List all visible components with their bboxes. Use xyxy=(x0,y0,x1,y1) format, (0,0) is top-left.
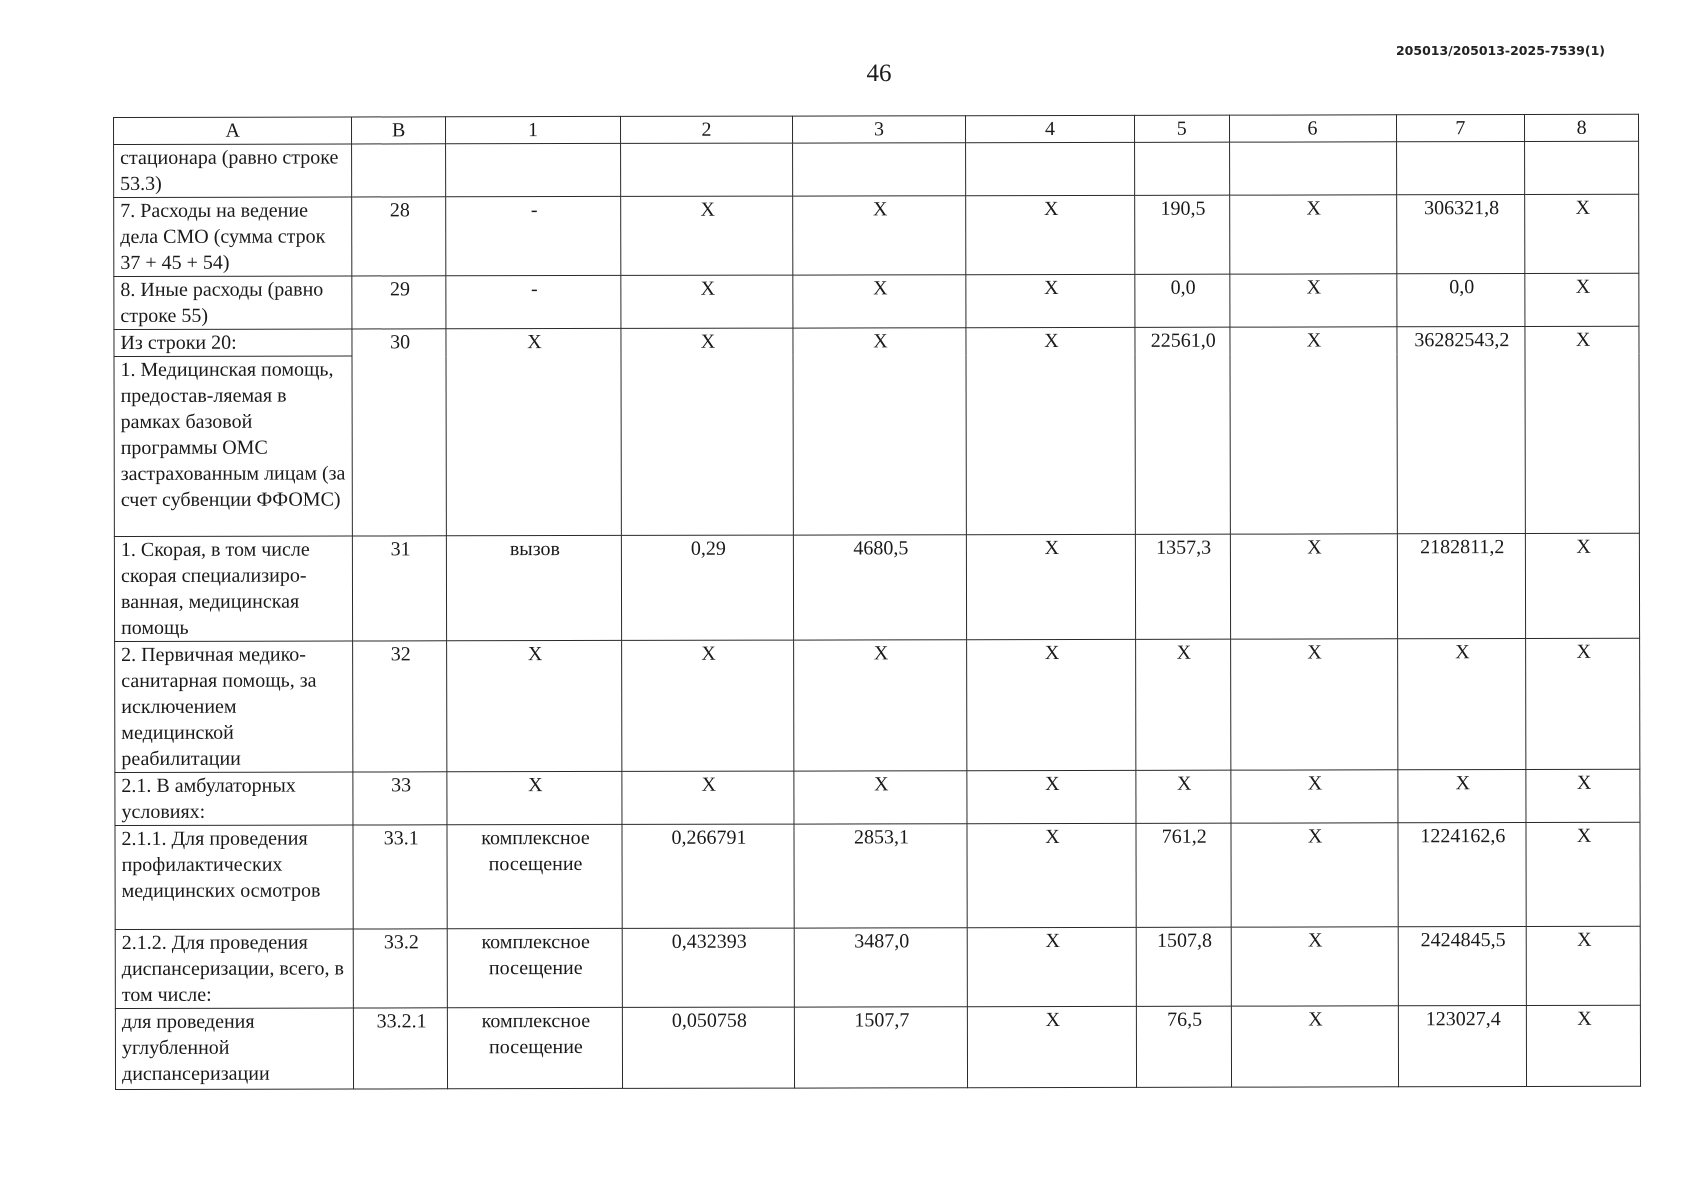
table-row xyxy=(114,326,1639,356)
row-label: для проведения углубленной диспансеризации xyxy=(115,1008,354,1089)
row-label: Из строки 20: xyxy=(114,329,352,356)
row-label: стационара (равно строке 53.3) xyxy=(114,144,353,197)
row-label: 7. Расходы на ведение дела СМО (сумма строк 37 + 45 + 54) xyxy=(114,197,353,276)
row-label: 2.1. В амбулаторных условиях: xyxy=(115,772,354,825)
report-table xyxy=(113,114,1641,1090)
cell-col-3: 1507,7 xyxy=(794,1007,967,1088)
cell-unit: X xyxy=(447,771,622,824)
cell-col-4: X xyxy=(966,327,1135,534)
line-code: 29 xyxy=(352,276,446,329)
line-code: 33.2 xyxy=(354,929,448,1008)
cell-col-4: X xyxy=(966,274,1135,327)
column-header: 2 xyxy=(620,116,792,143)
column-header: 6 xyxy=(1229,115,1396,142)
table-row xyxy=(114,273,1639,329)
row-label: 1. Скорая, в том числе скорая специализиро-ванная, медицинская помощь xyxy=(114,536,353,641)
cell-col-3 xyxy=(793,143,966,196)
cell-col-3: X xyxy=(794,640,967,771)
cell-unit xyxy=(446,143,621,196)
document-id: 205013/205013-2025-7539(1) xyxy=(1395,43,1605,58)
cell-col-5: 76,5 xyxy=(1136,1006,1231,1087)
cell-unit: вызов xyxy=(446,535,621,640)
line-code: 33 xyxy=(353,772,447,825)
cell-col-2: X xyxy=(621,196,793,275)
cell-unit: комплексное посещение xyxy=(447,1007,622,1088)
cell-col-4: X xyxy=(967,639,1136,770)
cell-col-4: X xyxy=(966,195,1135,274)
cell-col-2: X xyxy=(621,275,793,328)
cell-col-7: 306321,8 xyxy=(1396,195,1525,274)
cell-col-4: X xyxy=(966,534,1135,639)
cell-col-2: X xyxy=(622,640,794,771)
cell-col-4: X xyxy=(967,770,1136,823)
column-header: 4 xyxy=(965,115,1134,142)
header-row xyxy=(114,114,1639,144)
cell-col-7: X xyxy=(1397,770,1526,823)
cell-col-2: X xyxy=(621,328,793,535)
cell-col-8: X xyxy=(1525,273,1639,326)
column-header: 8 xyxy=(1525,114,1639,141)
cell-col-4: X xyxy=(967,1006,1136,1087)
row-label: 2.1.1. Для проведения профилактических медицинских осмотров xyxy=(115,825,354,929)
cell-col-6: X xyxy=(1231,823,1398,927)
cell-col-7: 2424845,5 xyxy=(1398,927,1527,1006)
cell-col-8: X xyxy=(1525,194,1639,273)
cell-col-6: X xyxy=(1231,1006,1398,1087)
table-row xyxy=(115,638,1640,772)
cell-col-4: X xyxy=(967,823,1136,927)
cell-col-2: 0,29 xyxy=(621,535,793,640)
line-code: 32 xyxy=(353,641,447,772)
cell-col-7: 36282543,2 xyxy=(1396,327,1525,534)
line-code xyxy=(352,144,446,197)
cell-col-3: 4680,5 xyxy=(793,535,966,640)
table-row xyxy=(115,1005,1640,1089)
cell-col-8: X xyxy=(1525,326,1639,533)
line-code: 33.2.1 xyxy=(354,1008,448,1089)
cell-col-8 xyxy=(1525,141,1639,194)
cell-col-2: 0,266791 xyxy=(622,824,794,928)
column-header: 5 xyxy=(1134,115,1229,142)
cell-col-6: X xyxy=(1229,274,1396,327)
cell-col-6: X xyxy=(1230,770,1397,823)
table-row xyxy=(115,926,1640,1008)
cell-col-5: 0,0 xyxy=(1135,274,1230,327)
cell-unit: X xyxy=(447,640,622,771)
line-code: 33.1 xyxy=(353,825,447,929)
line-code: 30 xyxy=(352,329,446,536)
table-row xyxy=(114,194,1639,276)
cell-col-2: 0,432393 xyxy=(622,928,794,1007)
cell-col-3: 2853,1 xyxy=(794,824,967,928)
cell-col-7: 1224162,6 xyxy=(1397,823,1526,927)
cell-unit: X xyxy=(446,328,621,535)
cell-col-7: 123027,4 xyxy=(1398,1006,1527,1087)
column-header: 7 xyxy=(1396,115,1525,142)
cell-col-6: X xyxy=(1230,534,1397,639)
cell-col-2: X xyxy=(622,771,794,824)
cell-col-5: X xyxy=(1136,639,1231,770)
column-header: B xyxy=(352,117,446,144)
column-header: 3 xyxy=(792,116,965,143)
row-label: 8. Иные расходы (равно строке 55) xyxy=(114,276,353,329)
cell-col-2 xyxy=(621,143,793,196)
cell-col-2: 0,050758 xyxy=(622,1007,794,1088)
cell-col-8: X xyxy=(1526,926,1640,1005)
cell-col-4 xyxy=(966,142,1135,195)
cell-col-4: X xyxy=(967,927,1136,1006)
cell-col-5: 22561,0 xyxy=(1135,327,1230,534)
cell-col-8: X xyxy=(1527,1005,1641,1086)
cell-col-5: 1507,8 xyxy=(1136,927,1231,1006)
line-code: 31 xyxy=(353,536,447,641)
cell-col-3: 3487,0 xyxy=(794,928,967,1007)
cell-col-6 xyxy=(1229,142,1396,195)
cell-unit: - xyxy=(446,275,621,328)
cell-unit: комплексное посещение xyxy=(447,928,622,1007)
cell-col-6: X xyxy=(1229,195,1396,274)
cell-col-3: X xyxy=(793,328,966,535)
cell-col-3: X xyxy=(793,196,966,275)
cell-col-7 xyxy=(1396,142,1525,195)
cell-col-5: 761,2 xyxy=(1136,823,1231,927)
page-number: 46 xyxy=(866,60,892,87)
column-header: 1 xyxy=(445,116,620,143)
cell-col-8: X xyxy=(1526,533,1640,638)
row-label: 1. Медицинская помощь, предостав-ляемая в рамках базовой программы ОМС застрахованным лицам (за счет субвенции ФФОМС) xyxy=(114,356,353,536)
cell-col-5: X xyxy=(1136,770,1231,823)
cell-unit: - xyxy=(446,196,621,275)
cell-col-5 xyxy=(1135,142,1230,195)
cell-col-8: X xyxy=(1526,638,1640,769)
cell-col-8: X xyxy=(1526,769,1640,822)
cell-col-7: 2182811,2 xyxy=(1397,534,1526,639)
cell-col-3: X xyxy=(793,275,966,328)
row-label: 2. Первичная медико-санитарная помощь, за исключением медицинской реабилитации xyxy=(115,641,354,772)
cell-col-5: 190,5 xyxy=(1135,195,1230,274)
cell-col-5: 1357,3 xyxy=(1135,534,1230,639)
table-row xyxy=(114,533,1639,641)
cell-unit: комплексное посещение xyxy=(447,824,622,928)
line-code: 28 xyxy=(352,197,446,276)
cell-col-3: X xyxy=(794,771,967,824)
table-row xyxy=(115,822,1640,929)
cell-col-7: 0,0 xyxy=(1396,274,1525,327)
cell-col-6: X xyxy=(1230,639,1397,770)
column-header: A xyxy=(114,117,352,144)
table-row xyxy=(114,141,1639,197)
cell-col-6: X xyxy=(1231,927,1398,1006)
cell-col-6: X xyxy=(1229,327,1396,534)
row-label: 2.1.2. Для проведения диспансеризации, всего, в том числе: xyxy=(115,929,354,1008)
cell-col-7: X xyxy=(1397,639,1526,770)
cell-col-8: X xyxy=(1526,822,1640,926)
table-row xyxy=(115,769,1640,825)
